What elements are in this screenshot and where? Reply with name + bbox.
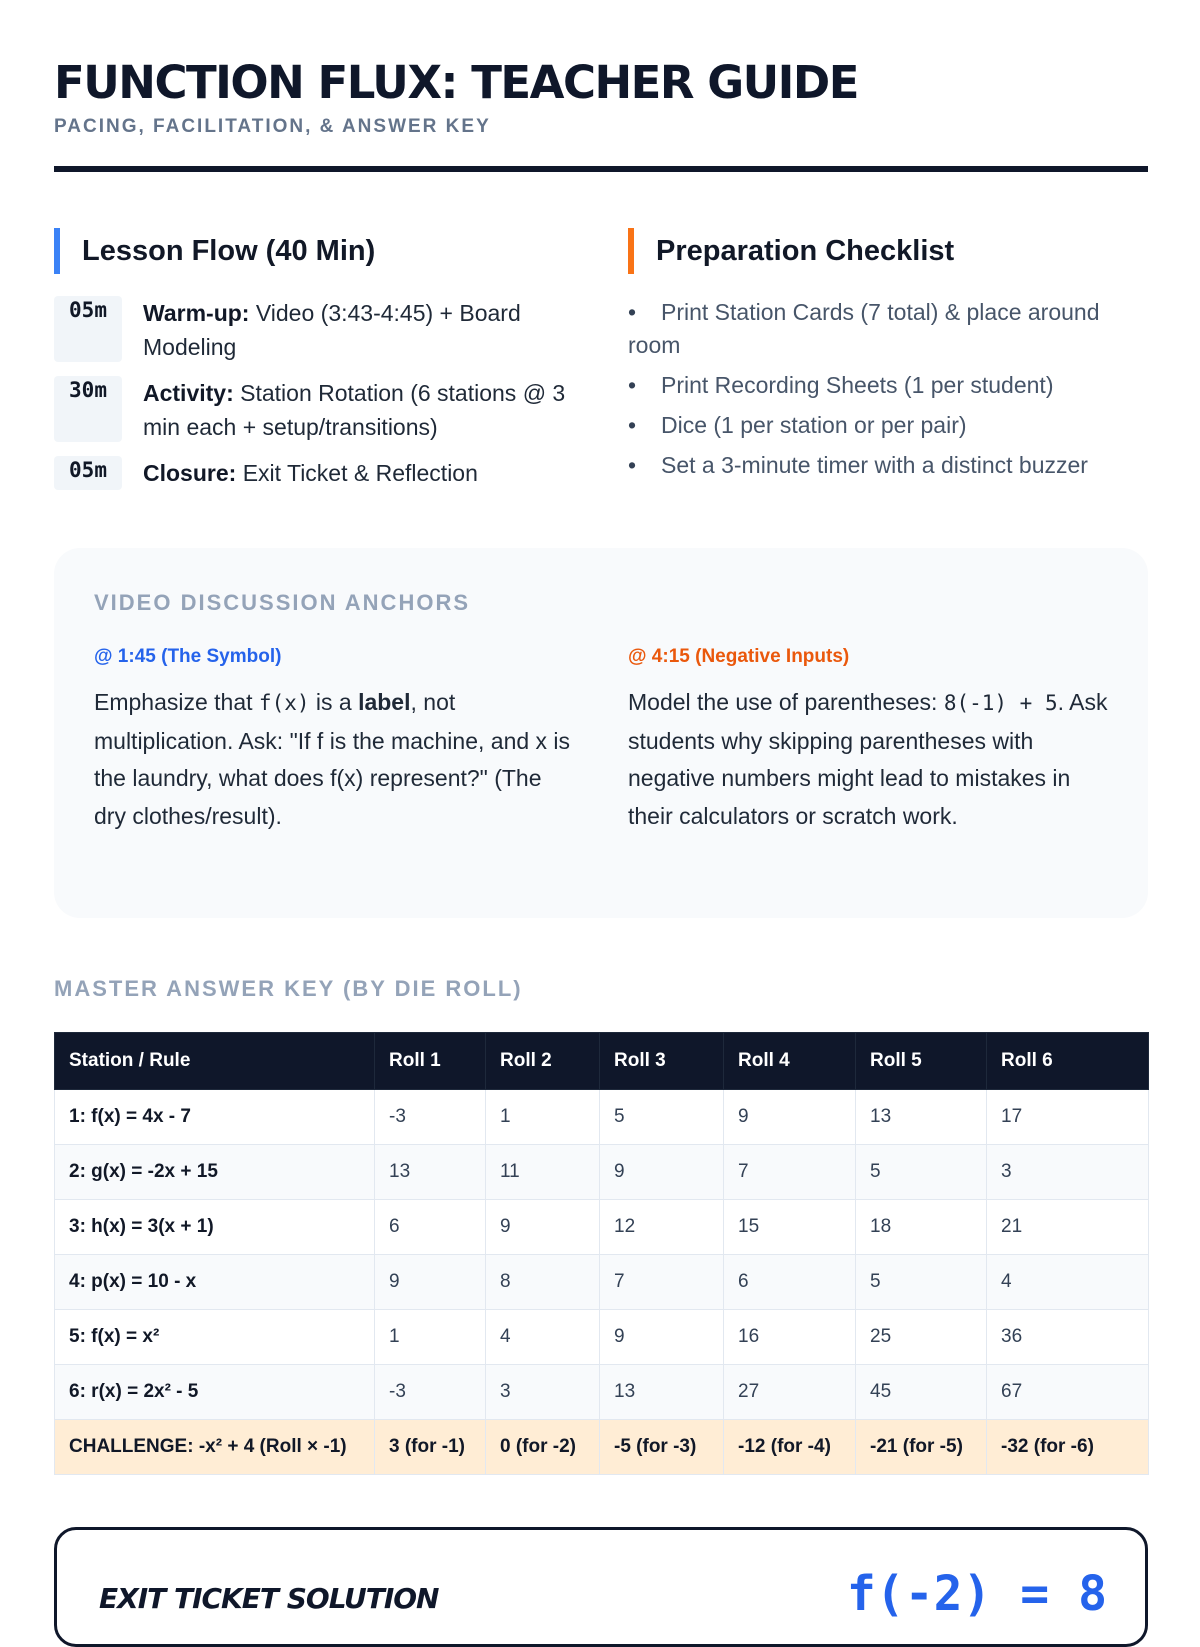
station-rule-cell: 4: p(x) = 10 - x	[55, 1255, 375, 1310]
anchor-negative-inputs	[628, 646, 1118, 835]
flow-item-activity	[54, 376, 584, 444]
station-rule-cell: 2: g(x) = -2x + 15	[55, 1145, 375, 1200]
table-cell: 36	[987, 1310, 1149, 1365]
anchor-text	[628, 684, 1118, 835]
table-row	[55, 1145, 1149, 1200]
table-cell: -3	[375, 1365, 486, 1420]
answer-key-title: MASTER ANSWER KEY (BY DIE ROLL)	[54, 976, 523, 1001]
table-cell: 45	[856, 1365, 987, 1420]
table-cell: 9	[600, 1310, 724, 1365]
table-cell: 16	[724, 1310, 856, 1365]
anchor-symbol	[94, 646, 579, 835]
table-cell: 1	[375, 1310, 486, 1365]
prep-checklist	[628, 296, 1148, 482]
checklist-item-text: Dice (1 per station or per pair)	[661, 412, 967, 438]
table-row	[55, 1310, 1149, 1365]
table-row	[55, 1255, 1149, 1310]
table-cell: -3	[375, 1090, 486, 1145]
table-cell: 9	[375, 1255, 486, 1310]
flow-item-warmup	[54, 296, 584, 364]
anchor-code: f(x)	[258, 691, 310, 715]
anchor-emphasis: label	[358, 689, 411, 715]
checklist-item-text: Print Station Cards (7 total) & place around room	[628, 299, 1100, 358]
prep-checklist-section	[628, 228, 1148, 489]
flow-item-text	[143, 456, 478, 490]
table-cell: 8	[486, 1255, 600, 1310]
title-divider	[54, 166, 1148, 172]
table-cell: 18	[856, 1200, 987, 1255]
anchor-timestamp-label: @ 1:45 (The Symbol)	[94, 646, 282, 667]
checklist-item	[628, 449, 1148, 482]
table-cell: 4	[486, 1310, 600, 1365]
challenge-rule-cell: CHALLENGE: -x² + 4 (Roll × -1)	[55, 1420, 375, 1475]
anchor-text-part: is a	[309, 689, 359, 715]
station-rule-cell: 1: f(x) = 4x - 7	[55, 1090, 375, 1145]
blue-accent-bar	[54, 228, 60, 274]
table-cell: -5 (for -3)	[600, 1420, 724, 1475]
anchor-timestamp-label: @ 4:15 (Negative Inputs)	[628, 646, 850, 667]
table-row	[55, 1200, 1149, 1255]
table-cell: 6	[724, 1255, 856, 1310]
page-title: FUNCTION FLUX: TEACHER GUIDE	[54, 56, 859, 109]
flow-item-closure	[54, 456, 584, 490]
table-cell: -12 (for -4)	[724, 1420, 856, 1475]
table-cell: 5	[600, 1090, 724, 1145]
flow-item-text	[143, 296, 584, 364]
station-rule-cell: 6: r(x) = 2x² - 5	[55, 1365, 375, 1420]
table-cell: 27	[724, 1365, 856, 1420]
table-cell: 25	[856, 1310, 987, 1365]
table-cell: 15	[724, 1200, 856, 1255]
table-cell: 67	[987, 1365, 1149, 1420]
table-cell: 3	[987, 1145, 1149, 1200]
table-row	[55, 1365, 1149, 1420]
flow-item-label: Activity:	[143, 380, 234, 406]
station-rule-cell: 3: h(x) = 3(x + 1)	[55, 1200, 375, 1255]
bullet-icon: •	[628, 372, 637, 398]
column-header: Roll 1	[375, 1033, 486, 1090]
table-cell: 9	[724, 1090, 856, 1145]
time-badge: 05m	[54, 296, 122, 362]
checklist-item	[628, 409, 1148, 442]
anchor-text-part: Model the use of parentheses:	[628, 689, 944, 715]
station-rule-cell: 5: f(x) = x²	[55, 1310, 375, 1365]
table-cell: 3	[486, 1365, 600, 1420]
checklist-item	[628, 369, 1148, 402]
column-header: Roll 5	[856, 1033, 987, 1090]
table-cell: 3 (for -1)	[375, 1420, 486, 1475]
column-header: Roll 2	[486, 1033, 600, 1090]
prep-checklist-heading	[628, 228, 1148, 274]
lesson-flow-list	[54, 296, 584, 490]
table-cell: -21 (for -5)	[856, 1420, 987, 1475]
table-cell: 12	[600, 1200, 724, 1255]
checklist-item-text: Set a 3-minute timer with a distinct buzzer	[661, 452, 1088, 478]
flow-item-desc: Exit Ticket & Reflection	[242, 460, 478, 486]
anchor-text	[94, 684, 579, 835]
lesson-flow-section	[54, 228, 584, 502]
table-cell: -32 (for -6)	[987, 1420, 1149, 1475]
lesson-flow-heading	[54, 228, 584, 274]
checklist-item-text: Print Recording Sheets (1 per student)	[661, 372, 1054, 398]
flow-item-text	[143, 376, 584, 444]
column-header: Roll 4	[724, 1033, 856, 1090]
flow-item-label: Warm-up:	[143, 300, 250, 326]
table-cell: 9	[600, 1145, 724, 1200]
table-cell: 11	[486, 1145, 600, 1200]
column-header: Roll 6	[987, 1033, 1149, 1090]
table-cell: 13	[600, 1365, 724, 1420]
orange-accent-bar	[628, 228, 634, 274]
table-cell: 21	[987, 1200, 1149, 1255]
bullet-icon: •	[628, 452, 637, 478]
checklist-item	[628, 296, 1148, 362]
table-cell: 5	[856, 1145, 987, 1200]
table-cell: 17	[987, 1090, 1149, 1145]
time-badge: 30m	[54, 376, 122, 442]
table-cell: 7	[724, 1145, 856, 1200]
table-cell: 9	[486, 1200, 600, 1255]
anchor-text-part: , not multiplication. Ask: "If f is the machine, and x is the laundry, what does f(x) represent?" (The dry clothes/result).	[94, 689, 571, 829]
column-header: Roll 3	[600, 1033, 724, 1090]
exit-ticket-label: EXIT TICKET SOLUTION	[99, 1582, 439, 1615]
table-cell: 6	[375, 1200, 486, 1255]
anchor-text-part: Emphasize that	[94, 689, 259, 715]
column-header: Station / Rule	[55, 1033, 375, 1090]
table-cell: 5	[856, 1255, 987, 1310]
bullet-icon: •	[628, 299, 637, 325]
lesson-flow-heading-text: Lesson Flow (40 Min)	[82, 234, 376, 267]
anchor-text-part: . Ask students why skipping parentheses with negative numbers might lead to mistakes in their calculators or scratch work.	[628, 689, 1108, 829]
flow-item-desc: Station Rotation (6 stations @ 3 min each + setup/transitions)	[143, 380, 566, 440]
table-cell: 0 (for -2)	[486, 1420, 600, 1475]
challenge-row	[55, 1420, 1149, 1475]
prep-checklist-heading-text: Preparation Checklist	[656, 234, 955, 267]
video-anchors-title: VIDEO DISCUSSION ANCHORS	[94, 590, 471, 615]
page-subtitle: PACING, FACILITATION, & ANSWER KEY	[54, 116, 491, 137]
flow-item-label: Closure:	[143, 460, 237, 486]
table-cell: 13	[856, 1090, 987, 1145]
flow-item-desc: Video (3:43-4:45) + Board Modeling	[143, 300, 521, 360]
table-header-row	[55, 1033, 1149, 1090]
table-row	[55, 1090, 1149, 1145]
table-cell: 13	[375, 1145, 486, 1200]
answer-key-table	[54, 1032, 1149, 1475]
table-cell: 4	[987, 1255, 1149, 1310]
exit-ticket-card	[54, 1527, 1148, 1647]
bullet-icon: •	[628, 412, 637, 438]
time-badge: 05m	[54, 456, 122, 490]
table-cell: 7	[600, 1255, 724, 1310]
video-anchors-card	[54, 548, 1148, 918]
table-cell: 1	[486, 1090, 600, 1145]
exit-ticket-answer: f(-2) = 8	[846, 1566, 1107, 1622]
anchor-code: 8(-1) + 5	[943, 691, 1058, 715]
